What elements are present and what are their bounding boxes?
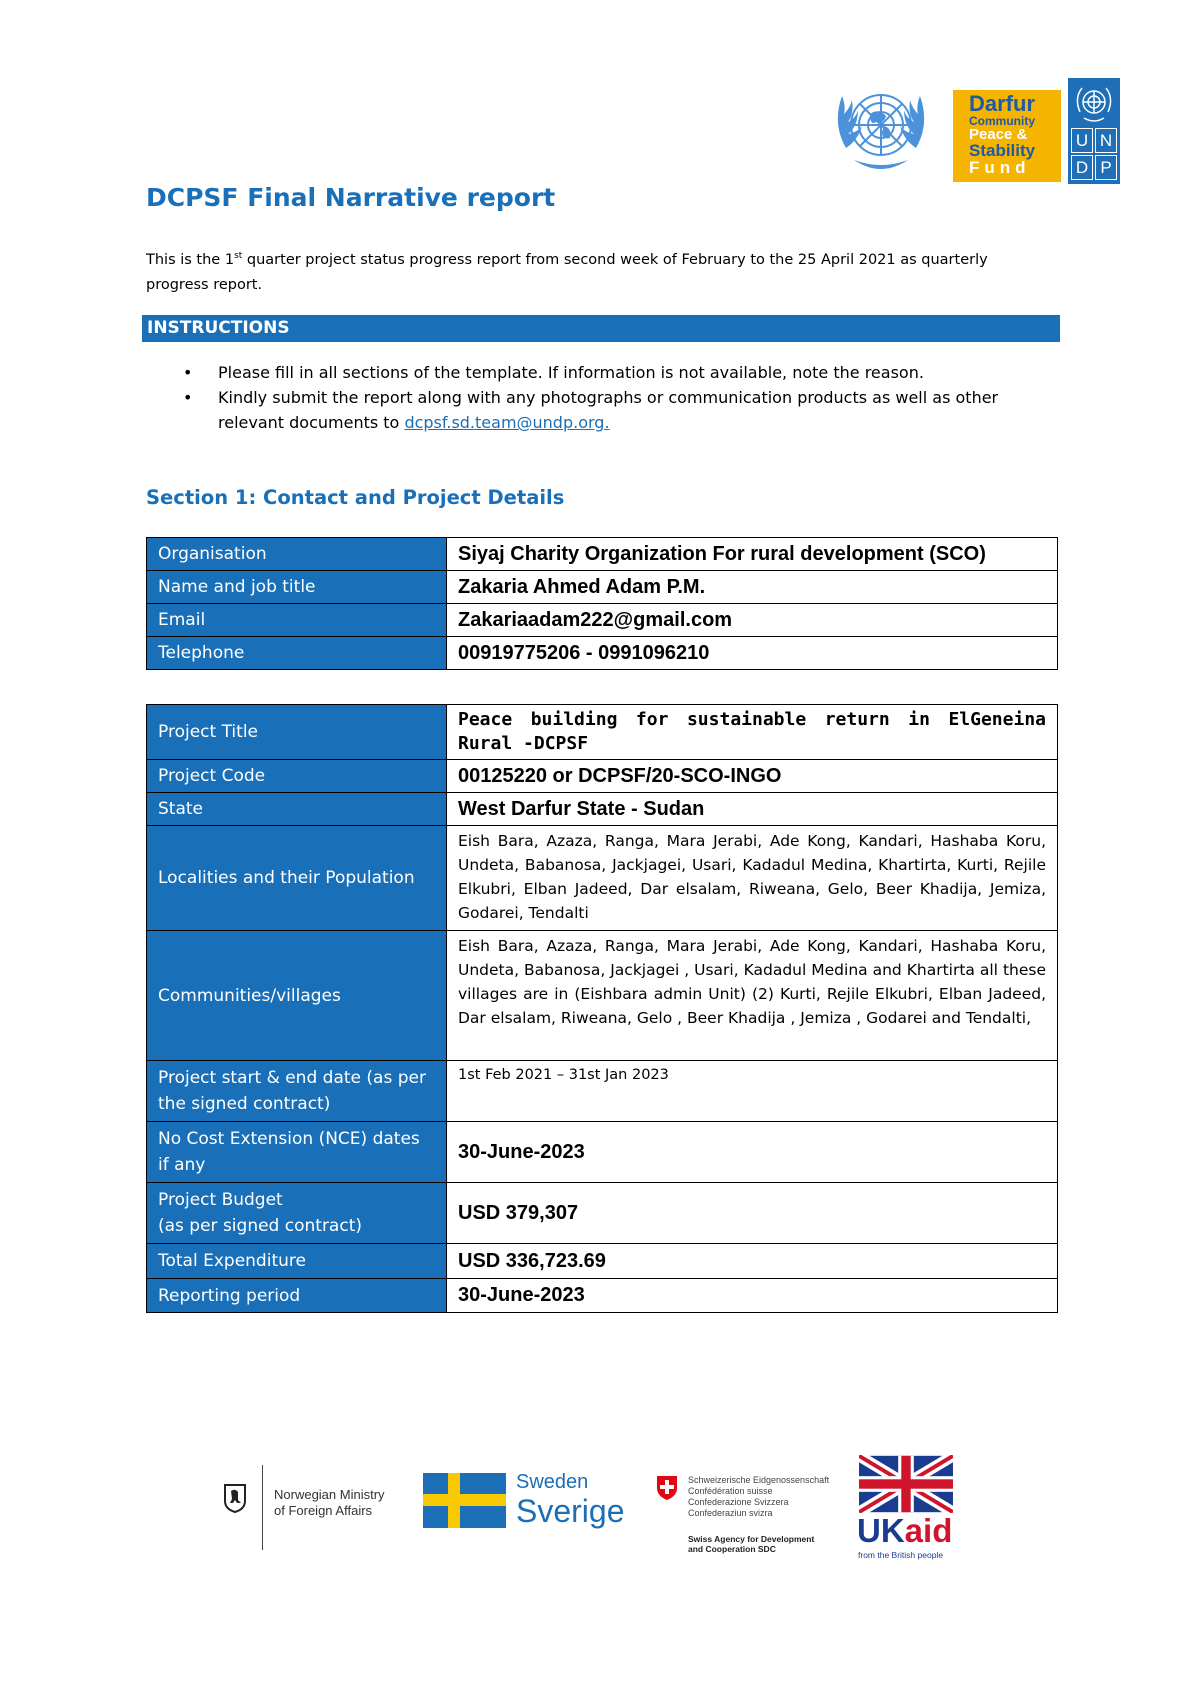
row-label: Name and job title bbox=[147, 571, 447, 604]
row-value: West Darfur State - Sudan bbox=[447, 793, 1058, 826]
row-value: Peace building for sustainable return in ElGeneina Rural -DCPSF bbox=[447, 705, 1058, 760]
donor-logos bbox=[0, 1455, 1191, 1565]
row-label-line: (as per signed contract) bbox=[158, 1216, 362, 1236]
swiss-text-line: Schweizerische Eidgenossenschaft bbox=[688, 1475, 830, 1485]
row-value: 30-June-2023 bbox=[447, 1122, 1058, 1183]
swiss-text-line: Confédération suisse bbox=[688, 1486, 773, 1496]
undp-letter: D bbox=[1071, 155, 1093, 180]
row-label: Communities/villages bbox=[147, 931, 447, 1061]
undp-logo bbox=[1068, 78, 1120, 184]
document-title: DCPSF Final Narrative report bbox=[146, 183, 556, 212]
dcpsf-logo-line: Darfur bbox=[969, 91, 1036, 116]
table-row bbox=[147, 1279, 1058, 1313]
ukaid-uk: UK bbox=[857, 1512, 905, 1549]
email-link[interactable]: dcpsf.sd.team@undp.org. bbox=[404, 413, 610, 432]
norway-text-line: of Foreign Affairs bbox=[274, 1503, 373, 1518]
row-label: Project Code bbox=[147, 760, 447, 793]
table-row bbox=[147, 1244, 1058, 1279]
row-label: Telephone bbox=[147, 637, 447, 670]
intro-text: quarter project status progress report from second week of February to the 25 April 2021 as quarterly progress report. bbox=[146, 251, 988, 293]
union-jack-icon bbox=[859, 1455, 953, 1513]
undp-globe-icon bbox=[1074, 84, 1114, 124]
ukaid-wordmark bbox=[857, 1513, 952, 1549]
row-label: Project Title bbox=[147, 705, 447, 760]
norway-lion-icon bbox=[222, 1483, 248, 1513]
row-label: Localities and their Population bbox=[147, 826, 447, 931]
swiss-agency-line: Swiss Agency for Development bbox=[688, 1534, 815, 1544]
logo-divider bbox=[262, 1465, 263, 1550]
table-row bbox=[147, 571, 1058, 604]
sweden-text: Sweden bbox=[516, 1471, 589, 1493]
table-row bbox=[147, 1061, 1058, 1122]
row-value: Zakariaadam222@gmail.com bbox=[447, 604, 1058, 637]
list-item: • Please fill in all sections of the template. If information is not available, note the reason. bbox=[180, 360, 1060, 385]
intro-paragraph bbox=[146, 244, 1036, 298]
list-item bbox=[180, 385, 1060, 435]
row-label: State bbox=[147, 793, 447, 826]
table-row bbox=[147, 1122, 1058, 1183]
norway-text-line: Norwegian Ministry bbox=[274, 1487, 385, 1502]
un-emblem-icon bbox=[828, 78, 934, 184]
instructions-heading: INSTRUCTIONS bbox=[142, 315, 1060, 342]
row-label: Email bbox=[147, 604, 447, 637]
table-row bbox=[147, 931, 1058, 1061]
table-row bbox=[147, 760, 1058, 793]
dcpsf-logo-line: Fund bbox=[969, 158, 1031, 177]
undp-letter: U bbox=[1071, 128, 1093, 153]
row-value: Eish Bara, Azaza, Ranga, Mara Jerabi, Ade Kong, Kandari, Hashaba Koru, Undeta, Babanosa, Jackjagei, Usari, Kadadul Medina, Khartirta, Kurti, Rejile Elkubri, Elban Jadeed, Dar elsalam, Riweana, Gelo, Beer Khadija, Jemiza, Godarei, Tendalti bbox=[447, 826, 1058, 931]
table-row bbox=[147, 604, 1058, 637]
table-row bbox=[147, 793, 1058, 826]
row-label: No Cost Extension (NCE) dates if any bbox=[147, 1122, 447, 1183]
table-row bbox=[147, 1183, 1058, 1244]
row-value: 1st Feb 2021 – 31st Jan 2023 bbox=[447, 1061, 1058, 1122]
ukaid-tagline: from the British people bbox=[858, 1550, 944, 1560]
undp-letter: N bbox=[1095, 128, 1117, 153]
row-value: Siyaj Charity Organization For rural development (SCO) bbox=[447, 538, 1058, 571]
intro-superscript: st bbox=[234, 251, 243, 261]
swiss-agency-line: and Cooperation SDC bbox=[688, 1544, 776, 1554]
sverige-text: Sverige bbox=[516, 1493, 625, 1529]
dcpsf-logo-line: Peace & bbox=[969, 126, 1028, 143]
row-value: USD 336,723.69 bbox=[447, 1244, 1058, 1279]
undp-letter: P bbox=[1095, 155, 1117, 180]
project-details-table bbox=[146, 704, 1058, 1313]
sweden-flag-icon bbox=[423, 1473, 506, 1528]
row-value: 30-June-2023 bbox=[447, 1279, 1058, 1313]
row-value: Eish Bara, Azaza, Ranga, Mara Jerabi, Ade Kong, Kandari, Hashaba Koru, Undeta, Babanosa, Jackjagei , Usari, Kadadul Medina and Khartirta all these villages are in (Eishbara admin Unit) (2) Kurti, Rejile Elkubri, Elban Jadeed, Dar elsalam, Riweana, Gelo , Beer Khadija , Jemiza , Godarei and Tendalti, bbox=[447, 931, 1058, 1061]
swiss-text-line: Confederaziun svizra bbox=[688, 1508, 773, 1518]
row-value: 00919775206 - 0991096210 bbox=[447, 637, 1058, 670]
dcpsf-logo bbox=[953, 90, 1061, 182]
row-label: Reporting period bbox=[147, 1279, 447, 1313]
header-logos bbox=[828, 78, 1128, 184]
row-value: USD 379,307 bbox=[447, 1183, 1058, 1244]
ukaid-logo bbox=[857, 1455, 957, 1560]
row-value: 00125220 or DCPSF/20-SCO-INGO bbox=[447, 760, 1058, 793]
contact-details-table bbox=[146, 537, 1058, 670]
intro-text: This is the 1 bbox=[146, 251, 235, 268]
row-label bbox=[147, 1183, 447, 1244]
row-value: Zakaria Ahmed Adam P.M. bbox=[447, 571, 1058, 604]
instructions-list bbox=[180, 360, 1060, 435]
sweden-logo bbox=[423, 1473, 633, 1543]
table-row bbox=[147, 637, 1058, 670]
table-row bbox=[147, 705, 1058, 760]
list-item-text: Kindly submit the report along with any photographs or communication products as well as other relevant documents to bbox=[218, 388, 999, 432]
row-label-line: Project Budget bbox=[158, 1190, 283, 1210]
section-heading: Section 1: Contact and Project Details bbox=[146, 486, 565, 509]
row-label: Project start & end date (as per the signed contract) bbox=[147, 1061, 447, 1122]
ukaid-aid: aid bbox=[904, 1512, 953, 1549]
norway-mfa-logo bbox=[222, 1465, 402, 1550]
swiss-sdc-logo bbox=[654, 1475, 834, 1555]
table-row bbox=[147, 826, 1058, 931]
swiss-text-line: Confederazione Svizzera bbox=[688, 1497, 789, 1507]
row-label: Total Expenditure bbox=[147, 1244, 447, 1279]
swiss-cross-icon bbox=[654, 1475, 680, 1501]
table-row bbox=[147, 538, 1058, 571]
row-label: Organisation bbox=[147, 538, 447, 571]
dcpsf-logo-line: Stability bbox=[969, 141, 1036, 160]
dcpsf-logo-line: Community bbox=[969, 114, 1035, 128]
